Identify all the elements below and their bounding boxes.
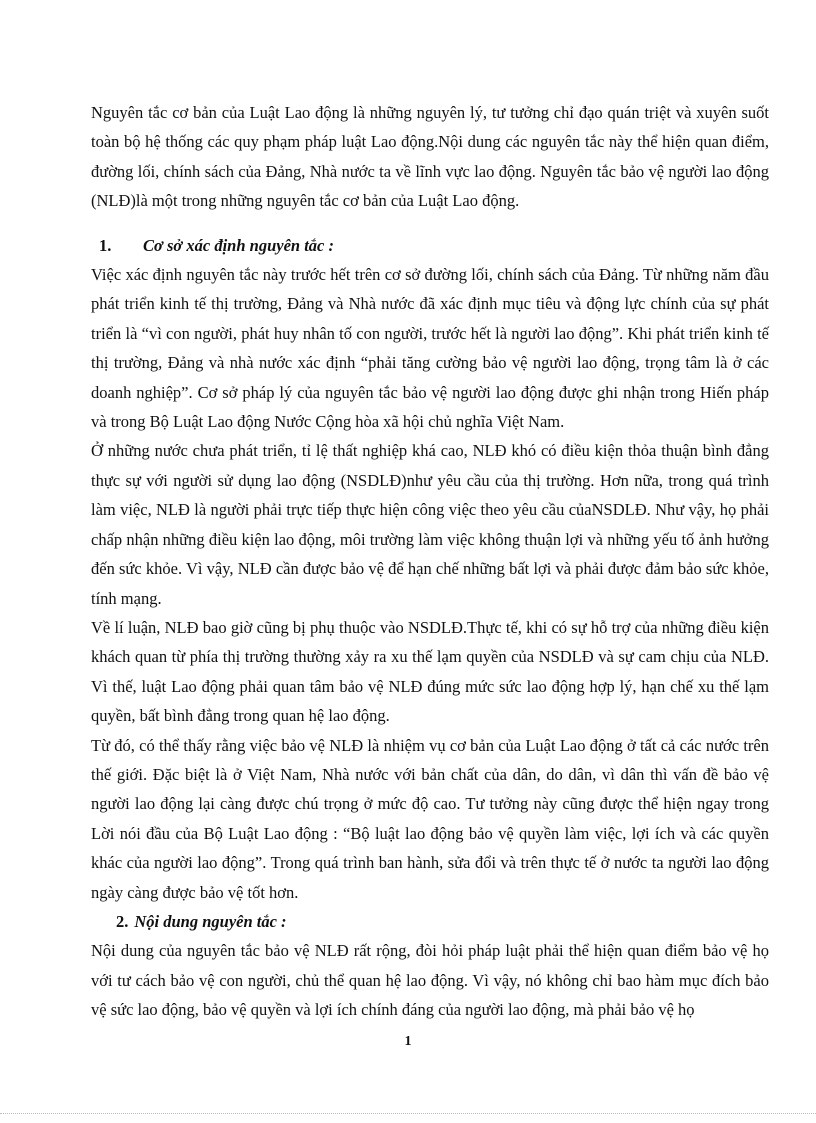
intro-paragraph <box>91 98 769 216</box>
page-bottom-divider <box>0 1113 816 1114</box>
section-1-number: 1. <box>99 235 112 255</box>
section-2-number: 2. <box>116 911 129 931</box>
page-number: 1 <box>404 1034 412 1049</box>
section-2-paragraph-1: Nội dung của nguyên tắc bảo vệ NLĐ rất rộng, đòi hỏi pháp luật phải thể hiện quan điểm bảo vệ họ với tư cách bảo vệ con người, chủ thể quan hệ lao động. Vì vậy, nó không chỉ bao hàm mục đích bảo vệ sức lao động, bảo vệ quyền và lợi ích chính đáng của người lao động, mà phải bảo vệ họ <box>91 941 769 1020</box>
document-body <box>91 98 769 1025</box>
section-1-paragraph-2: Ở những nước chưa phát triển, tỉ lệ thất nghiệp khá cao, NLĐ khó có điều kiện thỏa thuận bình đẳng thực sự với người sử dụng lao động (NSDLĐ)như yêu cầu của thị trường. Hơn nữa, trong quá trình làm việc, NLĐ là người phải trực tiếp thực hiện công việc theo yêu cầu củaNSDLĐ. Như vậy, họ phải chấp nhận những điều kiện lao động, môi trường làm việc không thuận lợi và những yếu tố ảnh hưởng đến sức khỏe. Vì vậy, NLĐ cần được bảo vệ để hạn chế những bất lợi và phải được đảm bảo sức khỏe, tính mạng. <box>91 441 769 608</box>
section-2-title: Nội dung nguyên tắc : <box>134 911 287 931</box>
section-1-title: Cơ sở xác định nguyên tắc : <box>143 235 334 255</box>
section-1-heading <box>91 231 769 260</box>
section-1-paragraph-4: Từ đó, có thể thấy rằng việc bảo vệ NLĐ là nhiệm vụ cơ bản của Luật Lao động ở tất cả các nước trên thế giới. Đặc biệt là ở Việt Nam, Nhà nước với bản chất của dân, do dân, vì dân thì vấn đề bảo vệ người lao động lại càng được chú trọng ở mức độ cao. Tư tưởng này cũng được thể hiện ngay trong Lời nói đầu của Bộ Luật Lao động : “Bộ luật lao động bảo vệ quyền làm việc, lợi ích và các quyền khác của người lao động”. Trong quá trình ban hành, sửa đổi và trên thực tế ở nước ta người lao động ngày càng được bảo vệ tốt hơn. <box>91 735 769 902</box>
section-2-heading <box>91 907 769 936</box>
intro-text: Nguyên tắc cơ bản của Luật Lao động là những nguyên lý, tư tưởng chỉ đạo quán triệt và xuyên suốt toàn bộ hệ thống các quy phạm pháp luật Lao động.Nội dung các nguyên tắc này thể hiện quan điểm, đường lối, chính sách của Đảng, Nhà nước ta về lĩnh vực lao động. Nguyên tắc bảo vệ người lao động (NLĐ)là một trong những nguyên tắc cơ bản của Luật Lao động. <box>91 103 769 211</box>
section-1-paragraph-1: Việc xác định nguyên tắc này trước hết trên cơ sở đường lối, chính sách của Đảng. Từ những năm đầu phát triển kinh tế thị trường, Đảng và Nhà nước đã xác định mục tiêu và động lực chính của sự phát triển là “vì con người, phát huy nhân tố con người, trước hết là người lao động”. Khi phát triển kinh tế thị trường, Đảng và nhà nước xác định “phải tăng cường bảo vệ người lao động, trọng tâm là ở các doanh nghiệp”. Cơ sở pháp lý của nguyên tắc bảo vệ người lao động được ghi nhận trong Hiến pháp và trong Bộ Luật Lao động Nước Cộng hòa xã hội chủ nghĩa Việt Nam. <box>91 265 769 432</box>
section-1-paragraph-3: Về lí luận, NLĐ bao giờ cũng bị phụ thuộc vào NSDLĐ.Thực tế, khi có sự hỗ trợ của những điều kiện khách quan từ phía thị trường thường xảy ra xu thế lạm quyền của NSDLĐ và sự cam chịu của NLĐ. Vì thế, luật Lao động phải quan tâm bảo vệ NLĐ đúng mức sức lao động hợp lý, hạn chế xu thế lạm quyền, bất bình đẳng trong quan hệ lao động. <box>91 617 769 726</box>
